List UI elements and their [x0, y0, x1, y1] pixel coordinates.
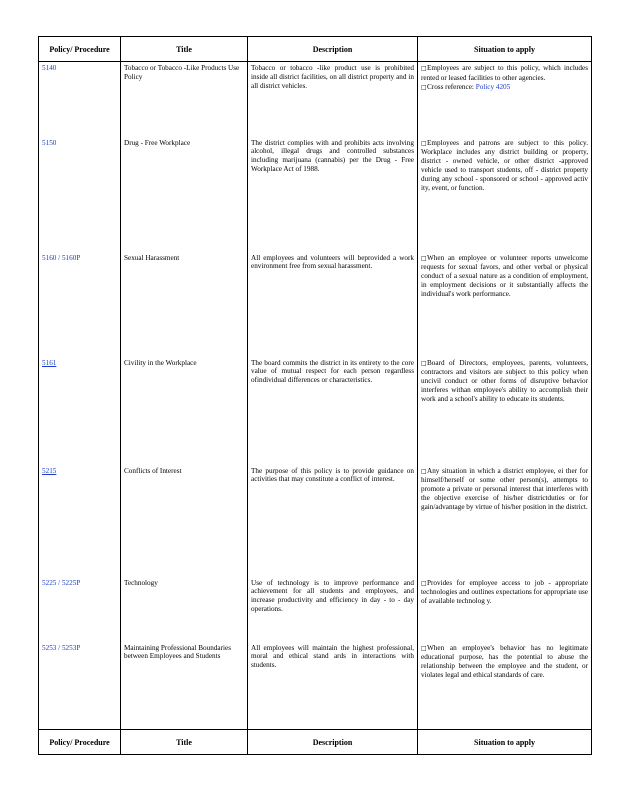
square-bullet-icon: □: [421, 579, 427, 587]
policy-number-link[interactable]: 5160 / 5160P: [42, 253, 81, 262]
policy-description: All employees will maintain the highest professional, moral and ethical stand ards in interactions with students.: [248, 642, 418, 730]
policy-situation: □Board of Directors, employees, parents, volunteers, contractors and visitors are subject to this policy when uncivil conduct or other forms of disruptive behavior interferes withan employee's ability to accomplish their work and a school's ability to educate its students.: [418, 357, 592, 465]
policy-number-link[interactable]: 5140: [42, 64, 57, 72]
header-title: Title: [121, 37, 248, 62]
table-row: [39, 62, 592, 137]
policy-description: Tobacco or tobacco -like product use is prohibited inside all district facilities, on all district property and in all district vehicles.: [248, 62, 418, 137]
header-situation: Situation to apply: [418, 37, 592, 62]
policy-title: Sexual Harassment: [121, 252, 248, 357]
square-bullet-icon: □: [421, 254, 427, 262]
header-description: Description: [248, 37, 418, 62]
policy-description: The purpose of this policy is to provide guidance on activities that may constitute a conflict of interest.: [248, 465, 418, 577]
table-footer-row: [39, 730, 592, 755]
policy-title: Drug - Free Workplace: [121, 137, 248, 252]
table-row: [39, 137, 592, 252]
cross-reference-link[interactable]: Policy 4205: [475, 82, 511, 91]
table-row: [39, 357, 592, 465]
header-policy-procedure: Policy/ Procedure: [39, 37, 121, 62]
footer-situation: Situation to apply: [418, 730, 592, 755]
policy-situation: □Provides for employee access to job - appropriate technologies and outlines expectations for appropriate use of available technolog y.: [418, 577, 592, 642]
table-row: [39, 252, 592, 357]
policy-description: The board commits the district in its entirety to the core value of mutual respect for each person regardless ofindividual differences or characteristics.: [248, 357, 418, 465]
policy-description: All employees and volunteers will beprovided a work environment free from sexual harassment.: [248, 252, 418, 357]
policy-number-link[interactable]: 5150: [42, 138, 57, 147]
square-bullet-icon: □: [421, 139, 427, 147]
square-bullet-icon: □: [421, 644, 427, 652]
table-row: [39, 577, 592, 642]
footer-title: Title: [121, 730, 248, 755]
policy-number-link[interactable]: 5215: [42, 466, 57, 475]
table-header-row: [39, 37, 592, 62]
square-bullet-icon: □: [421, 467, 427, 475]
footer-policy-procedure: Policy/ Procedure: [39, 730, 121, 755]
policy-title: Technology: [121, 577, 248, 642]
policy-description: Use of technology is to improve performance and achievement for all students and employees, and increase productivity and efficiency in day - to - day operations.: [248, 577, 418, 642]
policy-description: The district complies with and prohibits acts involving alcohol, illegal drugs and controlled substances including marijuana (cannabis) per the Drug - Free Workplace Act of 1988.: [248, 137, 418, 252]
square-bullet-icon: □: [421, 359, 427, 367]
policy-situation: □When an employee's behavior has no legitimate educational purpose, has the potential to abuse the relationship between the employee and the student, or violates legal and ethical standards of care.: [418, 642, 592, 730]
footer-description: Description: [248, 730, 418, 755]
policy-situation: □When an employee or volunteer reports unwelcome requests for sexual favors, and other verbal or physical conduct of a sexual nature as a condition of employment, in employment decisions or it substantially affects the individual's work performance.: [418, 252, 592, 357]
table-row: [39, 642, 592, 730]
policy-situation: □Employees and patrons are subject to this policy. Workplace includes any district building or property, district - owned vehicle, or other district -approved vehicle used to transport students, off - district property during any school - sponsored or school - approved activ ity, event, or function.: [418, 137, 592, 252]
square-bullet-icon: □: [421, 65, 427, 72]
policy-title: Civility in the Workplace: [121, 357, 248, 465]
policy-number-link[interactable]: 5225 / 5225P: [42, 578, 81, 587]
cross-reference-label: Cross reference:: [427, 82, 474, 91]
policy-title: Conflicts of Interest: [121, 465, 248, 577]
policy-number-link[interactable]: 5161: [42, 358, 57, 367]
policy-title: Maintaining Professional Boundaries between Employees and Students: [121, 642, 248, 730]
policy-number-link[interactable]: 5253 / 5253P: [42, 643, 81, 652]
square-bullet-icon: □: [421, 83, 427, 91]
table-row: [39, 465, 592, 577]
policy-situation: □Employees are subject to this policy, which includes rented or leased facilities to other agencies. □Cross reference: Policy 4205: [418, 62, 592, 137]
policy-title: Tobacco or Tobacco -Like Products Use Policy: [121, 62, 248, 137]
policy-table: [38, 36, 592, 755]
policy-situation: □Any situation in which a district employee, ei ther for himself/herself or some other person(s), attempts to promote a private or personal interest that interferes with the objective exercise of his/her districtduties or for gain/advantage by virtue of his/her position in the district.: [418, 465, 592, 577]
